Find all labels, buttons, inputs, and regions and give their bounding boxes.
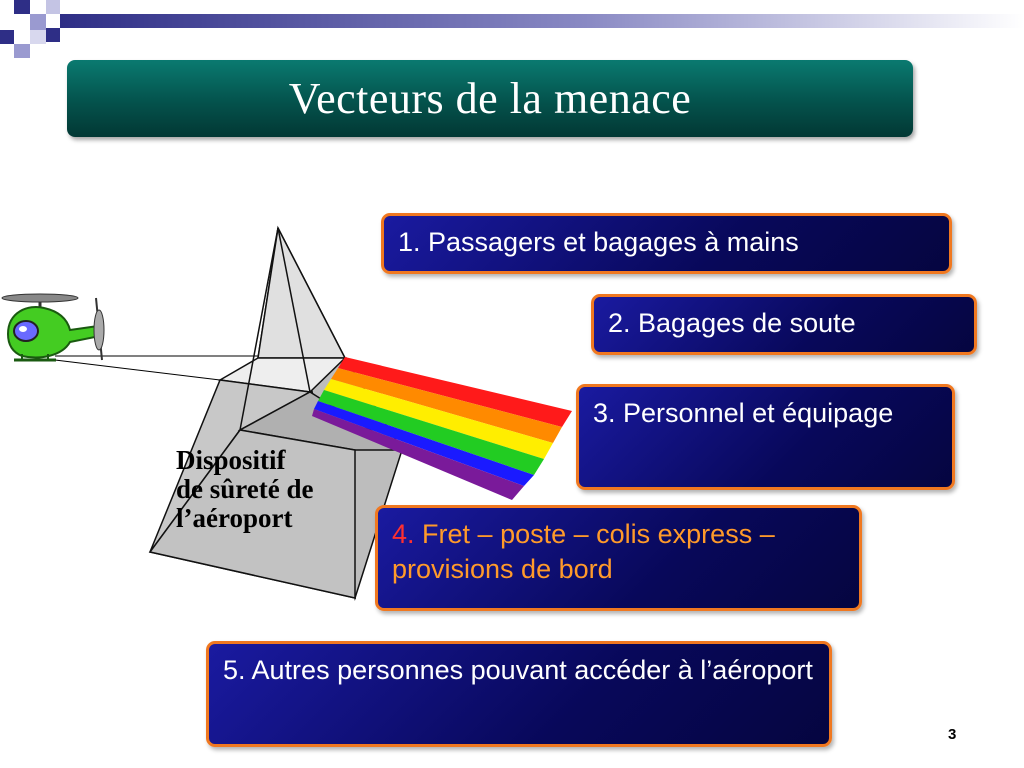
slide-title: Vecteurs de la menace	[288, 74, 692, 123]
corner-squares-decoration	[0, 0, 1024, 60]
vector-box-3	[576, 384, 955, 490]
vector-1-text: 1. Passagers et bagages à mains	[398, 227, 799, 257]
vector-box-5	[206, 641, 832, 747]
vector-box-2	[591, 294, 977, 355]
vector-4-text: Fret – poste – colis express – provisions de bord	[392, 519, 775, 584]
vector-4-number: 4.	[392, 519, 415, 549]
vector-box-4	[375, 505, 862, 611]
vector-2-text: 2. Bagages de soute	[608, 308, 856, 338]
slide-title-bar	[67, 60, 913, 137]
vector-3-text: 3. Personnel et équipage	[593, 398, 894, 428]
helicopter-icon	[2, 294, 104, 360]
prism-label: Dispositif de sûreté de l’aéroport	[176, 445, 314, 533]
vector-box-1	[381, 213, 952, 274]
vector-5-text: 5. Autres personnes pouvant accéder à l’aéroport	[223, 655, 813, 685]
page-number: 3	[948, 726, 957, 743]
